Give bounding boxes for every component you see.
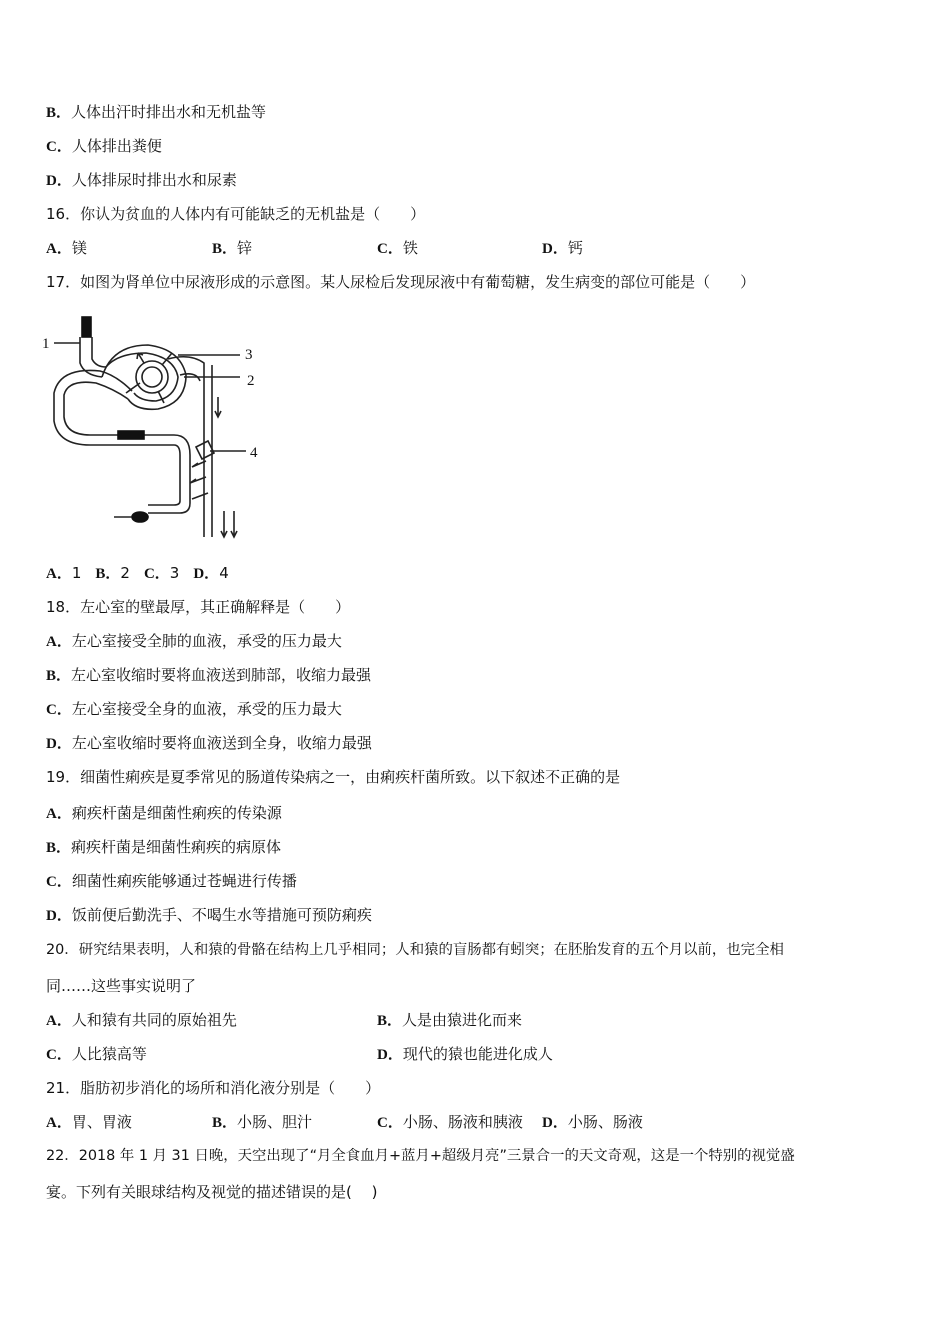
- option-text: 胃、胃液: [71, 1113, 132, 1131]
- option-letter: D．: [46, 908, 72, 924]
- q20-stem-line2: 同……这些事实说明了: [46, 977, 197, 995]
- label-2: 2: [247, 373, 255, 389]
- option-letter: D．: [377, 1047, 403, 1063]
- q16-option-b: [212, 238, 252, 258]
- option-text: 人和猿有共同的原始祖先: [71, 1011, 237, 1029]
- option-text: 左心室接受全身的血液，承受的压力最大: [71, 700, 342, 718]
- flow-arrow: [221, 511, 227, 537]
- reabsorption-arrow: [192, 493, 208, 499]
- q19-option-d: [46, 905, 372, 925]
- tubule-band: [118, 431, 144, 439]
- option-text: 2: [120, 564, 130, 582]
- option-text: 1: [71, 564, 82, 582]
- option-text: 钙: [567, 239, 583, 257]
- option-text: 小肠、肠液: [567, 1113, 643, 1131]
- filtration-arrow: [158, 391, 164, 403]
- q19-option-a: [46, 803, 282, 823]
- option-letter: A．: [46, 1115, 72, 1131]
- option-text: 左心室收缩时要将血液送到肺部，收缩力最强: [71, 666, 372, 684]
- q20-stem-line1: 20．研究结果表明，人和猿的骨骼在结构上几乎相同；人和猿的盲肠都有蚓突；在胚胎发育的五个月以前，也完全相: [46, 942, 784, 958]
- q21-option-a: [46, 1112, 132, 1132]
- q19-option-b: [46, 837, 281, 857]
- option-letter: D．: [193, 566, 220, 582]
- q21-option-c: [377, 1112, 523, 1132]
- option-text: 人体出汗时排出水和无机盐等: [71, 103, 267, 121]
- option-text: 3: [169, 564, 180, 582]
- option-text: 现代的猿也能进化成人: [402, 1045, 553, 1063]
- q15-option-b: [46, 102, 266, 122]
- option-text: 铁: [402, 239, 418, 257]
- option-letter: B．: [46, 668, 72, 684]
- glomerulus-core: [142, 367, 162, 387]
- option-letter: B．: [46, 840, 72, 856]
- q17-stem: 17．如图为肾单位中尿液形成的示意图。某人尿检后发现尿液中有葡萄糖，发生病变的部位可能是（ ）: [46, 273, 756, 291]
- q16-option-a: [46, 238, 87, 258]
- option-text: 4: [219, 564, 229, 582]
- nephron-diagram: [40, 305, 280, 545]
- q15-option-d: [46, 170, 237, 190]
- q21-option-b: [212, 1112, 312, 1132]
- label-4: 4: [250, 445, 258, 461]
- option-letter: C．: [46, 1047, 72, 1063]
- option-text: 左心室接受全肺的血液，承受的压力最大: [71, 632, 342, 650]
- option-letter: D．: [46, 173, 72, 189]
- option-letter: A．: [46, 1013, 72, 1029]
- option-letter: A．: [46, 241, 72, 257]
- option-text: 小肠、肠液和胰液: [402, 1113, 523, 1131]
- option-letter: D．: [542, 241, 568, 257]
- option-letter: D．: [542, 1115, 568, 1131]
- vessel-end: [132, 512, 148, 522]
- option-text: 人体排出粪便: [71, 137, 162, 155]
- flow-arrow: [215, 397, 221, 417]
- q18-stem: 18．左心室的壁最厚，其正确解释是（ ）: [46, 598, 351, 616]
- option-letter: B．: [377, 1013, 403, 1029]
- q22-stem-line1: 22．2018 年 1 月 31 日晚，天空出现了“月全食血月+蓝月+超级月亮”三景合一的天文奇观，这是一个特别的视觉盛: [46, 1148, 795, 1164]
- option-letter: D．: [46, 736, 72, 752]
- option-text: 细菌性痢疾能够通过苍蝇进行传播: [71, 872, 297, 890]
- q21-stem: 21．脂肪初步消化的场所和消化液分别是（ ）: [46, 1079, 381, 1097]
- q15-option-c: [46, 136, 162, 156]
- filtration-arrow: [137, 353, 144, 363]
- option-letter: C．: [46, 139, 72, 155]
- q16-stem: 16．你认为贫血的人体内有可能缺乏的无机盐是（ ）: [46, 205, 426, 223]
- option-letter: C．: [46, 702, 72, 718]
- option-text: 人是由猿进化而来: [402, 1011, 523, 1029]
- option-letter: C．: [46, 874, 72, 890]
- option-text: 锌: [237, 239, 253, 257]
- q16-option-c: [377, 238, 418, 258]
- q18-option-b: [46, 665, 371, 685]
- option-text: 痢疾杆菌是细菌性痢疾的传染源: [71, 804, 282, 822]
- q20-option-d: [377, 1044, 553, 1064]
- option-text: 左心室收缩时要将血液送到全身，收缩力最强: [71, 734, 372, 752]
- q17-options: [46, 563, 229, 583]
- q21-option-d: [542, 1112, 643, 1132]
- q20-option-c: [46, 1044, 147, 1064]
- option-letter: A．: [46, 806, 72, 822]
- q18-option-d: [46, 733, 372, 753]
- option-letter: B．: [212, 1115, 238, 1131]
- q20-option-b: [377, 1010, 522, 1030]
- q19-option-c: [46, 871, 297, 891]
- afferent-vessel-inner: [92, 337, 106, 367]
- option-letter: C．: [377, 241, 403, 257]
- option-text: 人体排尿时排出水和尿素: [71, 171, 237, 189]
- q18-option-c: [46, 699, 342, 719]
- q16-option-d: [542, 238, 583, 258]
- label-1: 1: [42, 336, 50, 352]
- label-3: 3: [245, 347, 253, 363]
- option-text: 人比猿高等: [71, 1045, 147, 1063]
- option-text: 饭前便后勤洗手、不喝生水等措施可预防痢疾: [71, 906, 372, 924]
- option-text: 镁: [71, 239, 87, 257]
- option-letter: C．: [143, 566, 170, 582]
- flow-arrow: [231, 511, 237, 537]
- option-text: 痢疾杆菌是细菌性痢疾的病原体: [71, 838, 282, 856]
- option-letter: A．: [46, 566, 72, 582]
- q20-option-a: [46, 1010, 237, 1030]
- option-letter: A．: [46, 634, 72, 650]
- option-letter: B．: [46, 105, 72, 121]
- q18-option-a: [46, 631, 342, 651]
- option-letter: C．: [377, 1115, 403, 1131]
- option-text: 小肠、胆汁: [237, 1113, 313, 1131]
- renal-tubule: [64, 382, 190, 513]
- glomerulus: [136, 361, 168, 393]
- arteriole-block: [82, 317, 91, 337]
- option-letter: B．: [95, 566, 121, 582]
- option-letter: B．: [212, 241, 238, 257]
- q19-stem: 19．细菌性痢疾是夏季常见的肠道传染病之一，由痢疾杆菌所致。以下叙述不正确的是: [46, 768, 621, 786]
- q22-stem-line2: 宴。下列有关眼球结构及视觉的描述错误的是( ): [46, 1183, 378, 1201]
